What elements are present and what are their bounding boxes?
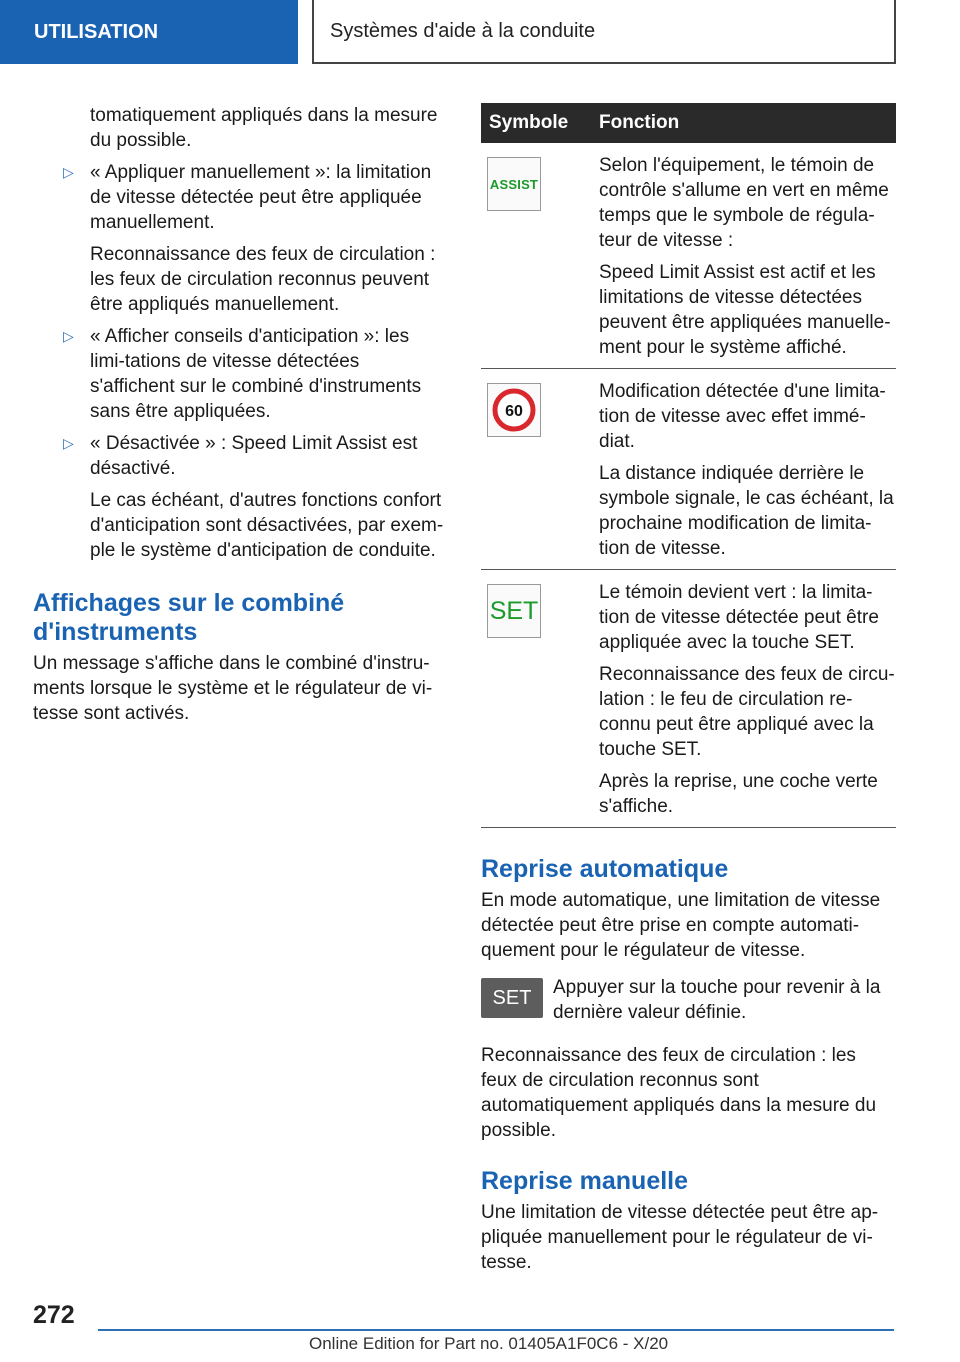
- function-text: Après la reprise, une coche verte s'affiche.: [599, 771, 878, 817]
- triangle-bullet-icon: ▷: [63, 328, 74, 344]
- section-heading: Reprise automatique: [481, 855, 729, 883]
- function-text: La distance indiquée derrière le symbole signale, le cas échéant, la prochaine modification de limita-tion de vitesse.: [599, 463, 894, 559]
- list-item: [33, 324, 448, 424]
- set-key-icon: SET: [481, 978, 543, 1018]
- footer-divider: [98, 1329, 894, 1331]
- triangle-bullet-icon: ▷: [63, 435, 74, 451]
- chapter-label: Systèmes d'aide à la conduite: [330, 19, 596, 42]
- function-text: Modification détectée d'une limita-tion de vitesse avec effet immé-diat.: [599, 381, 886, 452]
- table-row: [481, 143, 896, 369]
- right-column: [481, 103, 896, 1275]
- speed-limit-60-icon: [487, 383, 541, 437]
- continuation-text: tomatiquement appliqués dans la mesure du possible.: [90, 105, 438, 151]
- function-text: Le témoin devient vert : la limita-tion de vitesse détectée peut être appliquée avec la touche SET.: [599, 582, 879, 653]
- list-item-text: « Afficher conseils d'anticipation »: les limi-tations de vitesse détectées s'affichent sur le combiné d'instruments sans être appliquées.: [90, 326, 422, 422]
- edition-text: Online Edition for Part no. 01405A1F0C6 - X/20: [309, 1334, 669, 1353]
- table-row: [481, 369, 896, 570]
- section-tab: [0, 0, 298, 64]
- speed-sign-graphic: [492, 388, 536, 432]
- section-heading: Affichages sur le combiné d'instruments: [33, 589, 345, 646]
- function-text: Speed Limit Assist est actif et les limitations de vitesse détectées peuvent être appliquées manuelle-ment pour le système affiché.: [599, 262, 891, 358]
- section-paragraph: Reconnaissance des feux de circulation : les feux de circulation reconnus sont automatiquement appliqués dans la mesure du possible.: [481, 1045, 877, 1141]
- column-header-symbol: Symbole: [489, 112, 569, 133]
- list-item-text: « Désactivée » : Speed Limit Assist est désactivé.: [90, 433, 418, 479]
- key-instruction-text: Appuyer sur la touche pour revenir à la dernière valeur définie.: [553, 977, 881, 1023]
- function-text: Selon l'équipement, le témoin de contrôle s'allume en vert en même temps que le symbole de régula-teur de vitesse :: [599, 155, 889, 251]
- triangle-bullet-icon: ▷: [63, 164, 74, 180]
- table-header-row: [481, 103, 896, 143]
- section-paragraph: Un message s'affiche dans le combiné d'instru-ments lorsque le système et le régulateur de vi-tesse sont activés.: [33, 653, 433, 724]
- svg-text:60: 60: [505, 403, 523, 420]
- section-heading: Reprise manuelle: [481, 1167, 689, 1195]
- page-number: 272: [33, 1301, 75, 1329]
- left-column: [33, 103, 448, 726]
- section-label: UTILISATION: [34, 20, 159, 43]
- column-header-function: Fonction: [599, 112, 680, 133]
- list-item-text: « Appliquer manuellement »: la limitation de vitesse détectée peut être appliquée manuellement.: [90, 162, 432, 233]
- list-item-subtext: Reconnaissance des feux de circulation : les feux de circulation reconnus peuvent être appliqués manuellement.: [90, 244, 436, 315]
- chapter-tab: [312, 0, 896, 64]
- section-paragraph: En mode automatique, une limitation de vitesse détectée peut être prise en compte automati-quement pour le régulateur de vitesse.: [481, 890, 881, 961]
- list-item-subtext: Le cas échéant, d'autres fonctions confort d'anticipation sont désactivées, par exem-ple le système d'anticipation de conduite.: [90, 490, 444, 561]
- symbol-table: [481, 103, 896, 828]
- list-item: [33, 160, 448, 317]
- assist-icon: ASSIST: [487, 157, 541, 211]
- set-indicator-icon: SET: [487, 584, 541, 638]
- section-paragraph: Une limitation de vitesse détectée peut être ap-pliquée manuellement pour le régulateur de vi-tesse.: [481, 1202, 879, 1273]
- key-instruction: [481, 975, 896, 1025]
- list-item: [33, 431, 448, 563]
- table-row: [481, 570, 896, 828]
- function-text: Reconnaissance des feux de circu-lation : le feu de circulation re-connu peut être appliqué avec la touche SET.: [599, 664, 895, 760]
